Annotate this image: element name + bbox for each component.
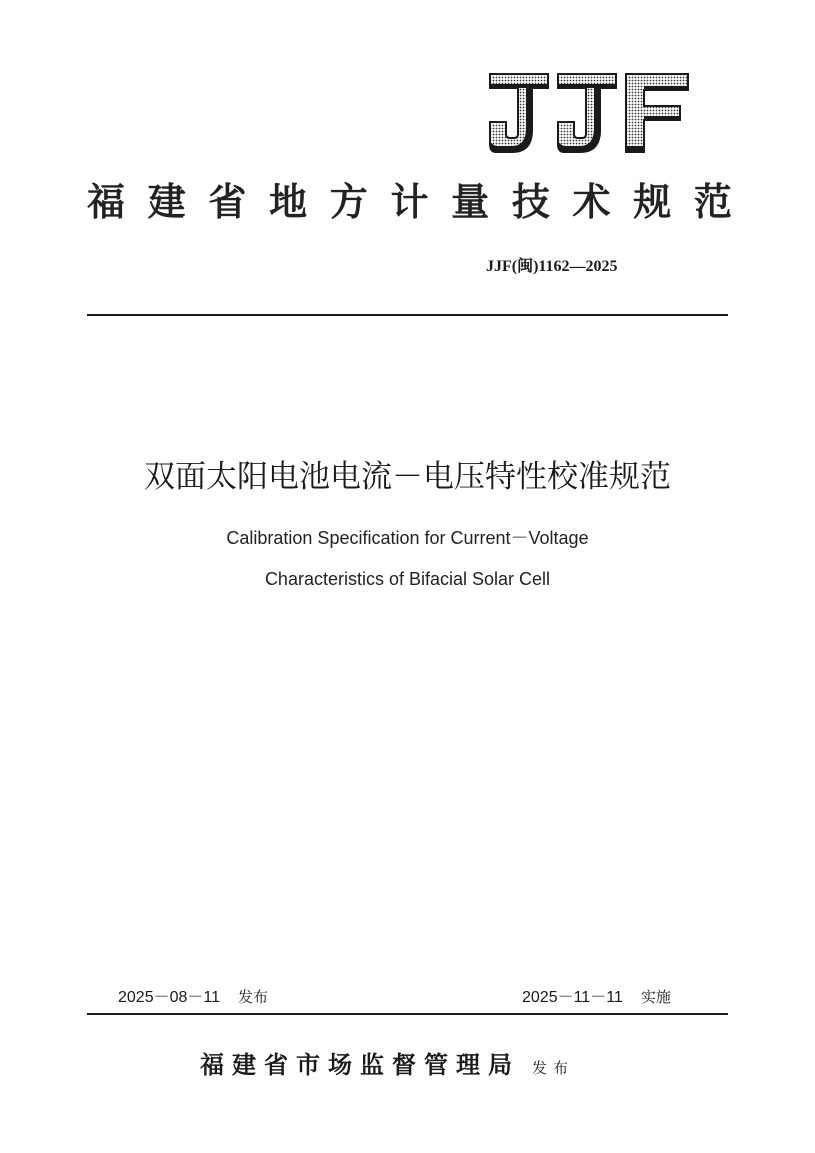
issuer-title-char: 地 — [269, 179, 308, 224]
document-number: JJF(闽)1162—2025 — [486, 258, 618, 275]
effective-date-block — [522, 986, 671, 1009]
issue-label: 发布 — [238, 988, 269, 1006]
issuer-title-char: 福 — [87, 179, 126, 224]
issue-date: 2025－08－11 — [118, 989, 221, 1006]
issuer-title-char: 省 — [208, 179, 247, 224]
publisher-name: 福建省市场监督管理局 — [200, 1050, 520, 1079]
issuer-title-char: 范 — [693, 179, 732, 224]
effective-date: 2025－11－11 — [522, 989, 623, 1006]
issuer-title-char: 术 — [572, 179, 611, 224]
issuer-title-char: 计 — [390, 179, 429, 224]
top-divider — [87, 314, 728, 316]
document-title: 双面太阳电池电流－电压特性校准规范 — [144, 459, 671, 495]
bottom-divider — [87, 1013, 728, 1015]
effective-label: 实施 — [640, 988, 671, 1006]
issuer-title-char: 量 — [451, 179, 490, 224]
issuer-title-char: 方 — [329, 179, 368, 224]
issuer-title-char: 建 — [147, 179, 186, 224]
english-title-line-1: Calibration Specification for Current－Voltage — [226, 528, 589, 548]
english-title-line-2: Characteristics of Bifacial Solar Cell — [264, 569, 551, 589]
jjf-logo — [486, 70, 691, 156]
issuer-title — [87, 176, 732, 228]
publisher-line — [200, 1048, 574, 1082]
issuer-title-char: 技 — [511, 179, 550, 224]
issuer-title-char: 规 — [633, 179, 672, 224]
publisher-suffix: 发布 — [532, 1059, 575, 1077]
issue-date-block — [118, 986, 268, 1009]
